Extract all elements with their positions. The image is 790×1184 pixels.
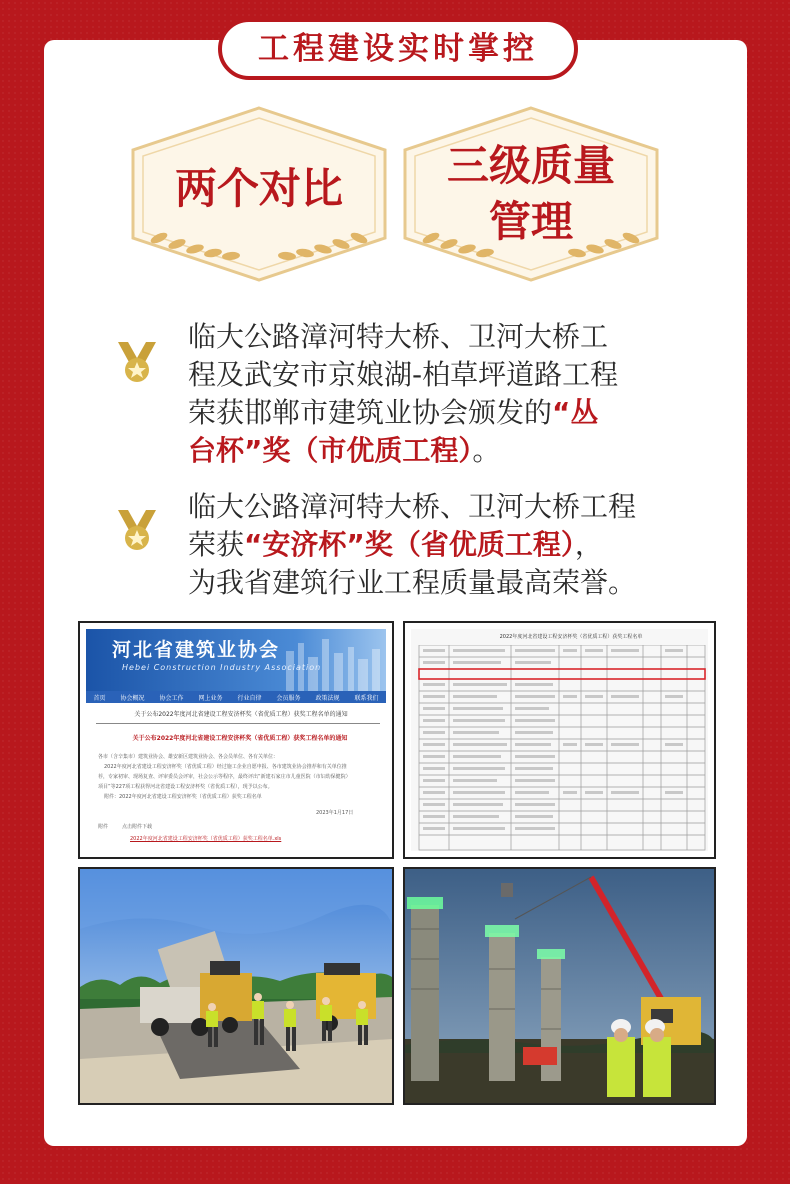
attachment-label: 附件 <box>98 824 109 830</box>
award-list-title: 2022年度河北省建设工程安济杯奖（省优质工程）获奖工程名单 <box>499 634 643 640</box>
website-nav <box>86 691 386 703</box>
bullet-line: 荣获邯郸市建筑业协会颁发的 <box>188 396 553 429</box>
nav-item[interactable]: 协会工作 <box>159 694 184 702</box>
notice-title: 关于公布2022年度河北省建设工程安济杯奖（省优质工程）获奖工程名单的通知 <box>132 735 348 742</box>
nav-item[interactable]: 首页 <box>93 694 106 702</box>
website-screenshot <box>78 621 394 859</box>
attachment-link[interactable]: 2022年度河北省建设工程安济杯奖（省优质工程）获奖工程名单.xls <box>130 836 282 842</box>
notice-body-line: 各市（含辛集市）建筑业协会、雄安新区建筑业协会、各会员单位、各有关单位： <box>98 754 279 760</box>
bullet-prefix: 荣获 <box>188 528 245 561</box>
website-header <box>86 629 386 691</box>
page-title: 工程建设实时掌控 <box>218 18 578 80</box>
award-highlight: 台杯”奖（市优质工程） <box>188 434 473 467</box>
paving-scene-icon <box>80 869 392 1103</box>
website-headline: 关于公布2022年度河北省建设工程安济杯奖（省优质工程）获奖工程名单的通知 <box>134 711 348 718</box>
notice-body-line: 荐，专家初审、现场复查、评审委员会评审，社会公示等程序，最终评出“新建石家庄市儿童医院（市妇幼保健院） <box>98 774 351 780</box>
award-highlight: “丛 <box>552 396 599 429</box>
bullet-line: 临大公路漳河特大桥、卫河大桥工 <box>188 320 609 353</box>
badge-three-level-quality <box>401 104 661 284</box>
bullet-suffix: ， <box>574 528 603 561</box>
notice-body-line: 附件：2022年度河北省建设工程安济杯奖（省优质工程）获奖工程名单 <box>104 794 262 800</box>
award-bullet-city <box>188 318 688 470</box>
website-logo: 河北省建筑业协会 <box>112 639 281 661</box>
badge-two-comparisons <box>129 104 389 284</box>
attachment-note: 点击附件下载 <box>122 824 153 830</box>
nav-item[interactable]: 协会概况 <box>120 694 145 702</box>
award-table-grid <box>411 645 708 851</box>
badge-label-line1: 三级质量 <box>446 141 615 190</box>
nav-item[interactable]: 会员服务 <box>276 694 301 702</box>
badge-label: 两个对比 <box>174 164 343 213</box>
medal-icon <box>114 508 160 552</box>
award-list-document <box>403 621 716 859</box>
bullet-line: 为我省建筑行业工程质量最高荣誉。 <box>188 566 637 599</box>
bridge-piers-photo <box>403 867 716 1105</box>
highlight-row-box <box>419 669 705 679</box>
notice-date: 2023年1月17日 <box>316 810 354 816</box>
medal-icon <box>114 340 160 384</box>
bullet-line: 临大公路漳河特大桥、卫河大桥工程 <box>188 490 637 523</box>
badge-label-line2: 管理 <box>488 197 573 246</box>
nav-item[interactable]: 行业自律 <box>237 694 262 702</box>
bullet-line: 程及武安市京娘湖-柏草坪道路工程 <box>188 358 619 391</box>
nav-item[interactable]: 网上业务 <box>198 694 223 702</box>
nav-item[interactable]: 联系我们 <box>354 694 379 702</box>
paving-photo <box>78 867 394 1105</box>
notice-body-line: 项目”等227项工程获得河北省建设工程安济杯奖（省优质工程），现予以公布。 <box>98 784 273 790</box>
bridge-piers-scene-icon <box>405 869 714 1103</box>
website-logo-en: Hebei Construction Industry Association <box>122 663 322 672</box>
award-bullet-province <box>188 488 688 602</box>
award-highlight: “安济杯”奖（省优质工程） <box>244 528 575 561</box>
bullet-tail: 。 <box>472 434 501 467</box>
notice-body-line: 2022年度河北省建设工程安济杯奖（省优质工程）经过施工企业自愿申报、各市建筑业协会推荐和有关单位推 <box>104 764 347 770</box>
nav-item[interactable]: 政策法规 <box>315 694 340 702</box>
